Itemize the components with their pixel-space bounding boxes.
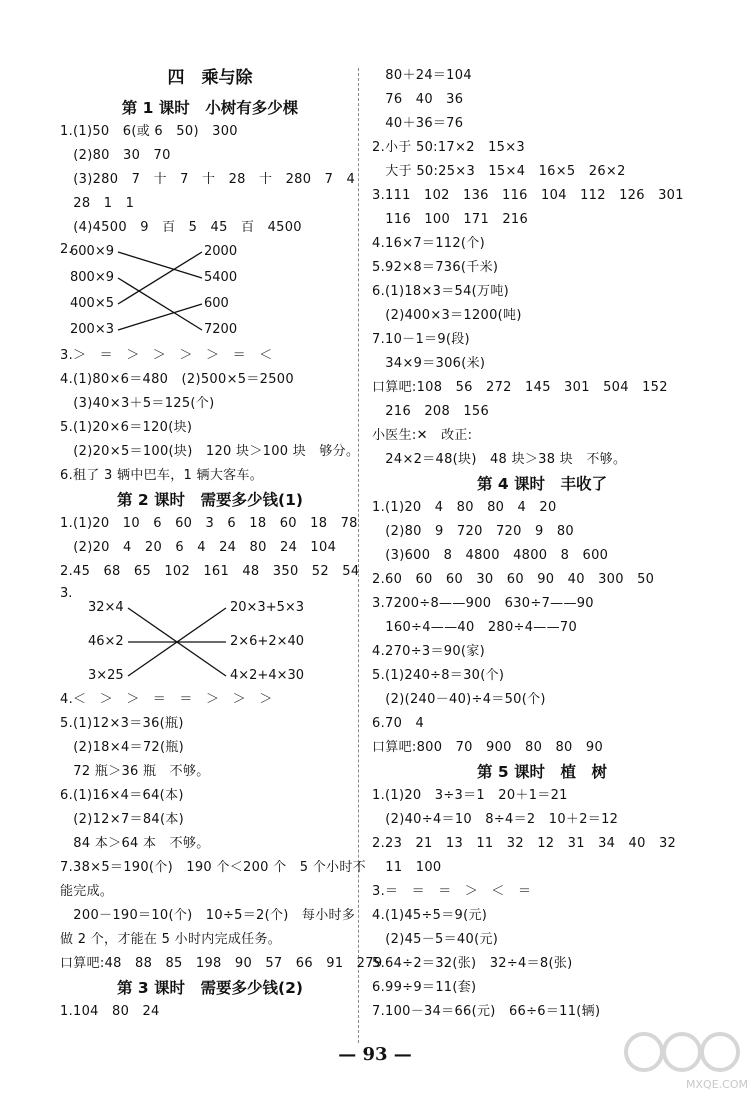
matching-diagram-1 <box>60 240 360 344</box>
match-left-item: 32×4 <box>88 600 124 615</box>
answer-line: 5.(1)20×6＝120(块) <box>60 420 193 435</box>
match-left-item: 46×2 <box>88 634 124 649</box>
answer-line: 7.10－1＝9(段) <box>372 332 470 347</box>
match-right-item: 20×3+5×3 <box>230 600 305 615</box>
answer-line: (2)80 9 720 720 9 80 <box>372 524 574 539</box>
answer-line: (2)80 30 70 <box>60 148 171 163</box>
answer-line: 3.＝ ＝ ＝ ＞ ＜ ＝ <box>372 884 532 899</box>
answer-line: 116 100 171 216 <box>372 212 529 227</box>
matching-diagram-2 <box>60 584 360 688</box>
lesson-5-answers <box>372 784 712 1024</box>
watermark-text: MXQE.COM <box>686 1078 748 1091</box>
page-number: — 93 — <box>338 1044 412 1065</box>
chapter-title: 四 乘与除 <box>167 68 253 88</box>
question-number: 2. <box>60 242 73 257</box>
match-left-item: 3×25 <box>88 668 124 683</box>
match-right-item: 600 <box>204 296 229 311</box>
answer-line: 口算吧:48 88 85 198 90 57 66 91 279 <box>60 956 383 971</box>
answer-line: 口算吧:108 56 272 145 301 504 152 <box>372 380 668 395</box>
answer-line: (2)18×4＝72(瓶) <box>60 740 185 755</box>
answer-line: (2)12×7＝84(本) <box>60 812 185 827</box>
answer-line: 2.23 21 13 11 32 12 31 34 40 32 <box>372 836 677 851</box>
match-line <box>118 252 202 304</box>
answer-line: (4)4500 9 百 5 45 百 4500 <box>60 220 302 235</box>
answer-line: 40＋36＝76 <box>372 116 464 131</box>
answer-line: 3.111 102 136 116 104 112 126 301 <box>372 188 684 203</box>
answer-line: 7.100－34＝66(元) 66÷6＝11(辆) <box>372 1004 601 1019</box>
lesson-4-title: 第 4 课时 丰收了 <box>476 475 608 493</box>
lesson-2-answers-b <box>60 688 383 976</box>
answer-line: 200－190＝10(个) 10÷5＝2(个) 每小时多 <box>60 908 356 923</box>
answer-line: 大于 50:25×3 15×4 16×5 26×2 <box>372 164 626 179</box>
lesson-3-answers <box>372 64 712 472</box>
answer-line: (2)20 4 20 6 4 24 80 24 104 <box>60 540 337 555</box>
answer-line: 2.60 60 60 30 60 90 40 300 50 <box>372 572 655 587</box>
answer-line: 能完成。 <box>60 884 114 899</box>
lesson-1-title: 第 1 课时 小树有多少棵 <box>121 99 299 117</box>
answer-line: 24×2＝48(块) 48 块＞38 块 不够。 <box>372 452 627 467</box>
answer-line: 6.70 4 <box>372 716 425 731</box>
match-right-item: 2000 <box>204 244 238 259</box>
match-left-item: 600×9 <box>70 244 114 259</box>
answer-line: (3)600 8 4800 4800 8 600 <box>372 548 609 563</box>
answer-line: 1.104 80 24 <box>60 1004 160 1019</box>
match-left-item: 400×5 <box>70 296 114 311</box>
answer-line: 6.(1)16×4＝64(本) <box>60 788 184 803</box>
answer-line: 2.小于 50:17×2 15×3 <box>372 140 525 155</box>
match-right-item: 7200 <box>204 322 238 337</box>
answer-line: (2)45－5＝40(元) <box>372 932 499 947</box>
answer-line: 84 本＞64 本 不够。 <box>60 836 210 851</box>
answer-line: 80＋24＝104 <box>372 68 472 83</box>
answer-line: 4.270÷3＝90(家) <box>372 644 485 659</box>
answer-line: 76 40 36 <box>372 92 464 107</box>
answer-line: 口算吧:800 70 900 80 80 90 <box>372 740 604 755</box>
answer-line: 5.(1)240÷8＝30(个) <box>372 668 505 683</box>
answer-line: 4.16×7＝112(个) <box>372 236 485 251</box>
answer-line: 216 208 156 <box>372 404 490 419</box>
lesson-4-answers <box>372 496 712 760</box>
answer-line: 3.＞ ＝ ＞ ＞ ＞ ＞ ＝ ＜ <box>60 348 273 363</box>
answer-line: 5.92×8＝736(千米) <box>372 260 499 275</box>
lesson-1-answers-a <box>60 120 360 240</box>
answer-line: (2)40÷4＝10 8÷4＝2 10＋2＝12 <box>372 812 619 827</box>
match-left-item: 200×3 <box>70 322 114 337</box>
answer-line: 28 1 1 <box>60 196 135 211</box>
answer-line: (2)20×5＝100(块) 120 块＞100 块 够分。 <box>60 444 360 459</box>
match-right-item: 4×2+4×30 <box>230 668 305 683</box>
answer-line: 7.38×5＝190(个) 190 个＜200 个 5 个小时不 <box>60 860 366 875</box>
match-right-item: 5400 <box>204 270 238 285</box>
lesson-3-title: 第 3 课时 需要多少钱(2) <box>116 979 304 997</box>
answer-line: 做 2 个，才能在 5 小时内完成任务。 <box>60 932 282 947</box>
answer-line: (2)(240－40)÷4＝50(个) <box>372 692 546 707</box>
match-line <box>118 278 202 330</box>
answer-line: 72 瓶＞36 瓶 不够。 <box>60 764 210 779</box>
answer-line: 4.＜ ＞ ＞ ＝ ＝ ＞ ＞ ＞ <box>60 692 273 707</box>
answer-line: 3.7200÷8——900 630÷7——90 <box>372 596 594 611</box>
answer-line: (3)280 7 十 7 十 28 十 280 7 4 <box>60 172 356 187</box>
answer-line: 5.(1)12×3＝36(瓶) <box>60 716 184 731</box>
answer-line: 6.99÷9＝11(套) <box>372 980 477 995</box>
answer-line: 1.(1)50 6(或 6 50) 300 <box>60 124 238 139</box>
right-column <box>372 64 712 1024</box>
answer-line: 34×9＝306(米) <box>372 356 486 371</box>
answer-line: 4.(1)80×6＝480 (2)500×5＝2500 <box>60 372 294 387</box>
left-column <box>60 64 383 1024</box>
answer-line: 2.45 68 65 102 161 48 350 52 54 <box>60 564 360 579</box>
lesson-2-answers-a <box>60 512 360 584</box>
match-line <box>118 304 202 330</box>
match-line <box>118 252 202 278</box>
answer-line: 小医生:✕ 改正: <box>372 428 473 443</box>
answer-line: 4.(1)45÷5＝9(元) <box>372 908 488 923</box>
answer-line: 11 100 <box>372 860 442 875</box>
match-right-item: 2×6+2×40 <box>230 634 305 649</box>
lesson-5-title: 第 5 课时 植 树 <box>476 763 608 781</box>
answer-line: 160÷4——40 280÷4——70 <box>372 620 578 635</box>
answer-line: 6.租了 3 辆中巴车，1 辆大客车。 <box>60 468 264 483</box>
watermark-logo-icon <box>620 1030 740 1078</box>
answer-line: 1.(1)20 4 80 80 4 20 <box>372 500 557 515</box>
answer-line: (2)400×3＝1200(吨) <box>372 308 522 323</box>
answer-line: 6.(1)18×3＝54(万吨) <box>372 284 510 299</box>
answer-line: 5.64÷2＝32(张) 32÷4＝8(张) <box>372 956 573 971</box>
lesson-1-answers-b <box>60 344 360 488</box>
match-left-item: 800×9 <box>70 270 114 285</box>
answer-line: 1.(1)20 3÷3＝1 20＋1＝21 <box>372 788 568 803</box>
question-number: 3. <box>60 586 73 601</box>
lesson-2-title: 第 2 课时 需要多少钱(1) <box>116 491 304 509</box>
answer-line: (3)40×3＋5＝125(个) <box>60 396 215 411</box>
answer-line: 1.(1)20 10 6 60 3 6 18 60 18 78 <box>60 516 358 531</box>
